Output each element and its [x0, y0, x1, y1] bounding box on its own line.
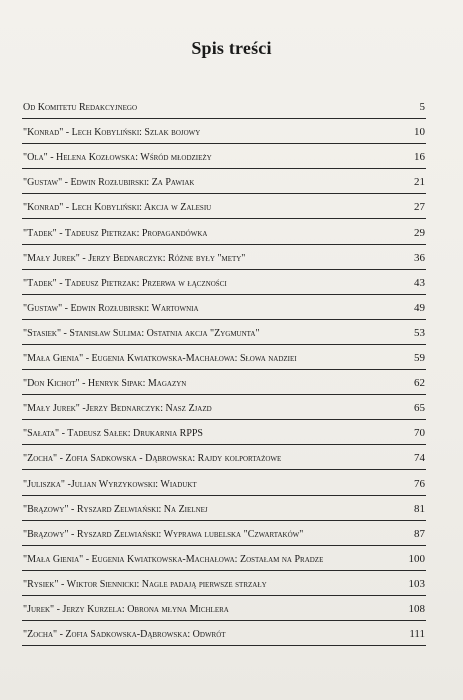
toc-entry	[22, 119, 426, 144]
toc-entry-page: 36	[414, 251, 425, 264]
toc-entry	[22, 320, 426, 345]
toc-entry	[22, 521, 426, 546]
toc-entry	[22, 245, 426, 270]
toc-entry-page: 100	[408, 552, 425, 565]
toc-entry-page: 27	[414, 201, 425, 214]
toc-entry	[22, 445, 426, 470]
toc-entry-title: "Brązowy" - Ryszard Zelwiański: Wyprawa lubelska "Czwartaków"	[23, 528, 304, 540]
toc-entry	[22, 621, 426, 646]
toc-entry-title: "Mały Jurek" - Jerzy Bednarczyk: Różne były "mety"	[23, 252, 246, 264]
toc-entry-title: "Jurek" - Jerzy Kurzela: Obrona młyna Michlera	[23, 603, 229, 615]
toc-entry-page: 87	[414, 527, 425, 540]
toc-entry-title: "Zocha" - Zofia Sadkowska - Dąbrowska: Rajdy kolportażowe	[23, 453, 282, 465]
toc-entry-title: "Stasiek" - Stanisław Sulima: Ostatnia akcja "Zygmunta"	[23, 327, 260, 339]
toc-entry	[22, 470, 426, 495]
toc-entry-title: "Zocha" - Zofia Sadkowska-Dąbrowska: Odwrót	[23, 629, 226, 641]
toc-entry-page: 103	[408, 577, 425, 590]
toc-entry	[22, 345, 426, 370]
toc-entry-title: "Tadek" - Tadeusz Pietrzak: Przerwa w łączności	[23, 277, 227, 289]
toc-entry	[22, 395, 426, 420]
toc-entry-title: "Juliszka" -Julian Wyrzykowski: Wiadukt	[23, 478, 197, 490]
toc-entry	[22, 370, 426, 395]
toc-entry-title: "Gustaw" - Edwin Rozłubirski: Wartownia	[23, 302, 199, 314]
toc-entry-page: 65	[414, 402, 425, 415]
toc-entry-page: 74	[414, 452, 425, 465]
toc-entry	[22, 596, 426, 621]
toc-entry-title: Od Komitetu Redakcyjnego	[23, 102, 137, 114]
toc-entry-title: "Sałata" - Tadeusz Sałek: Drukarnia RPPS	[23, 428, 203, 440]
table-of-contents	[22, 94, 426, 646]
toc-entry-page: 5	[419, 101, 425, 114]
toc-entry-title: "Don Kichot" - Henryk Sipak: Magazyn	[23, 378, 187, 390]
toc-entry-page: 10	[414, 126, 425, 139]
toc-entry-title: "Mała Gienia" - Eugenia Kwiatkowska-Machałowa: Zostałam na Pradze	[23, 553, 324, 565]
toc-entry-page: 43	[414, 276, 425, 289]
toc-entry	[22, 496, 426, 521]
toc-entry-page: 70	[414, 427, 425, 440]
toc-entry-page: 29	[414, 226, 425, 239]
toc-entry	[22, 295, 426, 320]
toc-entry-page: 108	[408, 602, 425, 615]
toc-entry	[22, 219, 426, 244]
toc-entry	[22, 94, 426, 119]
toc-entry-page: 21	[414, 176, 425, 189]
toc-entry-page: 49	[414, 301, 425, 314]
toc-entry	[22, 144, 426, 169]
toc-entry-page: 111	[409, 628, 425, 641]
toc-entry-page: 53	[414, 326, 425, 339]
toc-entry	[22, 571, 426, 596]
toc-entry	[22, 546, 426, 571]
toc-entry-title: "Ola" - Helena Kozłowska: Wśród młodzieży	[23, 152, 212, 164]
toc-entry-title: "Mała Gienia" - Eugenia Kwiatkowska-Machałowa: Słowa nadziei	[23, 353, 297, 365]
toc-entry-title: "Tadek" - Tadeusz Pietrzak: Propagandówka	[23, 227, 208, 239]
toc-entry	[22, 169, 426, 194]
page-title: Spis treści	[191, 38, 272, 58]
toc-entry-page: 16	[414, 151, 425, 164]
toc-entry-title: "Konrad" - Lech Kobyliński: Akcja w Zalesiu	[23, 202, 212, 214]
toc-entry-title: "Mały Jurek" -Jerzy Bednarczyk: Nasz Zjazd	[23, 403, 212, 415]
toc-entry-page: 81	[414, 502, 425, 515]
toc-entry-title: "Brązowy" - Ryszard Zelwiański: Na Zielnej	[23, 503, 208, 515]
toc-entry-title: "Konrad" - Lech Kobyliński: Szlak bojowy	[23, 127, 201, 139]
toc-entry-page: 62	[414, 377, 425, 390]
toc-entry	[22, 270, 426, 295]
toc-entry-title: "Rysiek" - Wiktor Siennicki: Nagle padają pierwsze strzały	[23, 578, 267, 590]
toc-entry	[22, 420, 426, 445]
toc-entry-page: 59	[414, 352, 425, 365]
toc-entry-page: 76	[414, 477, 425, 490]
toc-entry-title: "Gustaw" - Edwin Rozłubirski: Za Pawiak	[23, 177, 195, 189]
toc-entry	[22, 194, 426, 219]
